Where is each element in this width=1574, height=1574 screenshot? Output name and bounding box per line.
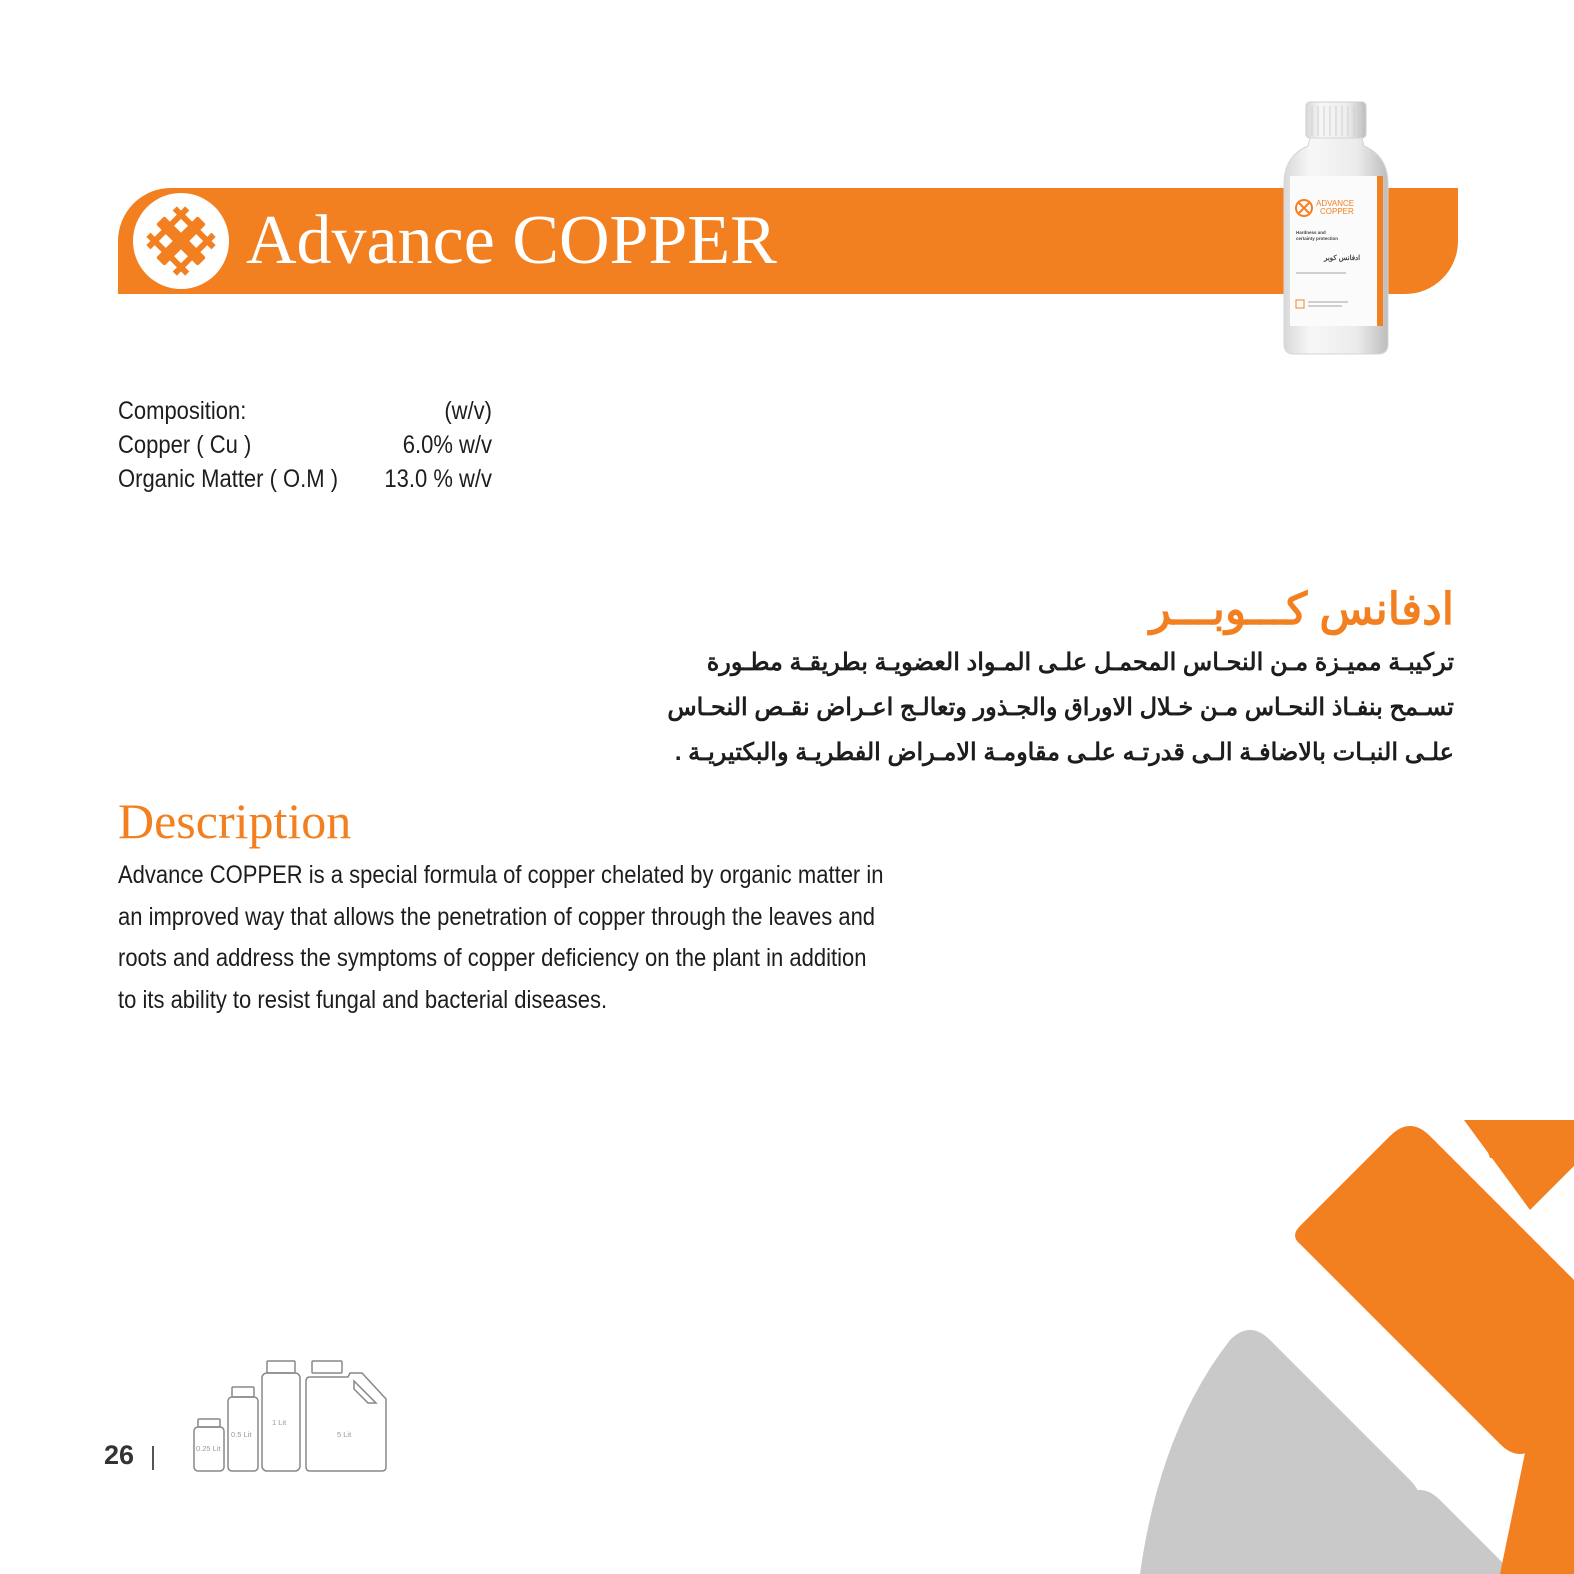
product-title: Advance COPPER [246, 202, 777, 279]
description-text [118, 855, 910, 1021]
bottle-brand-line2: COPPER [1320, 207, 1354, 216]
arabic-description-line: علـى النبـات بالاضافـة الـى قدرتـه علـى مقاومـة الامـراض الفطريـة والبكتيريـة . [674, 739, 1454, 766]
advance-logo-icon [132, 192, 230, 290]
composition-name: Organic Matter ( O.M ) [118, 465, 339, 493]
description-line: Advance COPPER is a special formula of copper chelated by organic matter in [118, 861, 884, 889]
composition-name: Copper ( Cu ) [118, 431, 252, 459]
composition-unit: (w/v) [444, 397, 492, 425]
pack-size-label: 0.5 Lit [231, 1430, 252, 1439]
description-line: an improved way that allows the penetration of copper through the leaves and [118, 902, 876, 931]
composition-label: Composition: [118, 397, 247, 425]
description-line: to its ability to resist fungal and bacterial diseases. [118, 985, 608, 1014]
bottle-brand-line1: ADVANCE [1316, 199, 1355, 208]
bottle-tagline-line2: certainty protection [1296, 236, 1339, 241]
composition-value: 13.0 % w/v [384, 465, 492, 493]
pack-size-label: 5 Lit [337, 1430, 352, 1439]
page-number-divider [152, 1446, 154, 1470]
product-bottle-image [1280, 100, 1392, 358]
title-banner [118, 188, 1458, 294]
pack-size-label: 1 Lit [272, 1418, 287, 1427]
pack-sizes-illustration [186, 1355, 396, 1475]
composition-row [118, 462, 492, 496]
arabic-description-line: تركيبـة مميـزة مـن النحـاس المحمـل علـى المـواد العضويـة بطريقـة مطـورة [706, 649, 1454, 676]
bottle-arabic-name: ادفانس كوبر [1324, 255, 1361, 262]
decorative-corner-pattern [1100, 1120, 1574, 1574]
composition-header-row [118, 394, 492, 428]
page-number: 26 [104, 1440, 135, 1470]
arabic-description-line: تسـمح بنفـاذ النحـاس مـن خـلال الاوراق والجـذور وتعالـج اعـراض نقـص النحـاس [667, 694, 1454, 721]
description-heading: Description [118, 793, 352, 849]
bottle-tagline-line1: Hardness and [1296, 230, 1326, 235]
pack-size-label: 0.25 Lit [196, 1444, 221, 1453]
arabic-title: ادفانس كـــوبـــر [1149, 585, 1454, 634]
composition-row [118, 428, 492, 462]
arabic-description [667, 640, 1454, 775]
description-line: roots and address the symptoms of copper deficiency on the plant in addition [118, 944, 867, 972]
composition-table [118, 394, 492, 496]
composition-value: 6.0% w/v [402, 431, 492, 459]
